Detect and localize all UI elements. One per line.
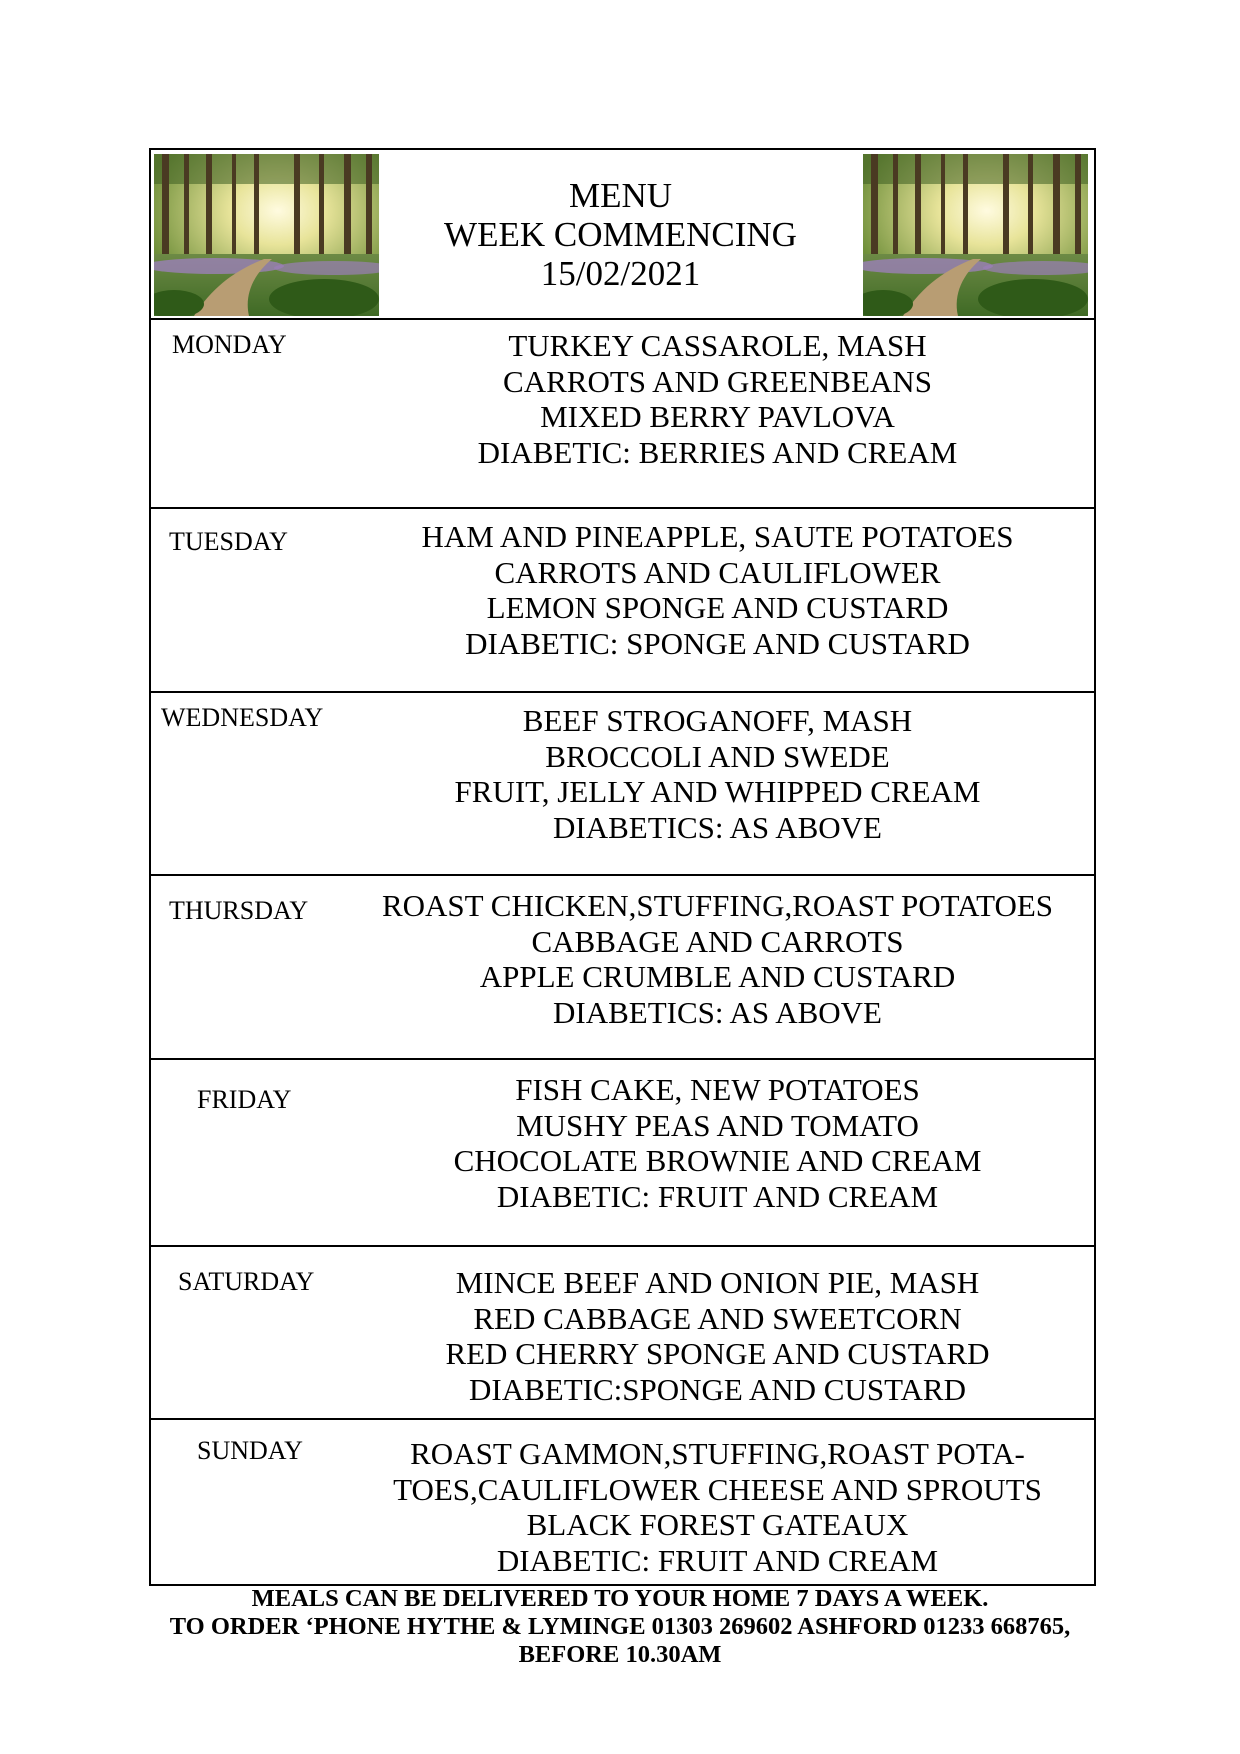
meal-line: DIABETIC: SPONGE AND CUSTARD (465, 625, 970, 661)
menu-title-line: MENU (568, 176, 673, 215)
meal-details (351, 1072, 1084, 1214)
meal-line: DIABETIC: FRUIT AND CREAM (496, 1178, 939, 1214)
day-label: SUNDAY (197, 1436, 303, 1465)
meal-line: CARROTS AND CAULIFLOWER (494, 554, 941, 590)
day-row-friday (151, 1060, 1094, 1247)
meal-line: APPLE CRUMBLE AND CUSTARD (479, 959, 956, 994)
meal-details (351, 888, 1084, 1030)
meal-line: TOES,CAULIFLOWER CHEESE AND SPROUTS (393, 1471, 1042, 1507)
menu-table (149, 148, 1096, 1586)
day-label: THURSDAY (169, 896, 309, 925)
meal-line: CABBAGE AND CARROTS (531, 923, 904, 959)
day-label: WEDNESDAY (161, 703, 324, 732)
meal-line: RED CHERRY SPONGE AND CUSTARD (445, 1336, 990, 1371)
meal-line: DIABETIC: FRUIT AND CREAM (496, 1542, 939, 1578)
meal-details (351, 1436, 1084, 1578)
day-row-monday (151, 320, 1094, 509)
meal-details (351, 1265, 1084, 1407)
day-row-sunday (151, 1420, 1094, 1584)
day-label: MONDAY (172, 330, 287, 359)
meal-line: CHOCOLATE BROWNIE AND CREAM (453, 1143, 982, 1178)
meal-line: MINCE BEEF AND ONION PIE, MASH (455, 1265, 980, 1300)
meal-line: DIABETIC: BERRIES AND CREAM (477, 434, 958, 470)
meal-line: BLACK FOREST GATEAUX (526, 1507, 909, 1542)
meal-line: RED CABBAGE AND SWEETCORN (473, 1300, 962, 1336)
day-label: FRIDAY (197, 1085, 292, 1114)
menu-header (151, 150, 1094, 320)
day-row-thursday (151, 876, 1094, 1060)
forest-image-right (863, 154, 1088, 316)
meal-line: CARROTS AND GREENBEANS (503, 363, 932, 399)
footer-line: TO ORDER ‘PHONE HYTHE & LYMINGE 01303 269602 ASHFORD 01233 668765, (169, 1613, 1071, 1640)
meal-line: DIABETICS: AS ABOVE (553, 994, 882, 1030)
delivery-footer (100, 1585, 1140, 1669)
meal-line: DIABETIC:SPONGE AND CUSTARD (469, 1371, 966, 1407)
week-commencing-label: WEEK COMMENCING (444, 215, 797, 254)
meal-details (351, 519, 1084, 661)
day-row-tuesday (151, 509, 1094, 693)
week-date: 15/02/2021 (540, 254, 701, 293)
day-row-saturday (151, 1247, 1094, 1420)
meal-line: MUSHY PEAS AND TOMATO (516, 1107, 919, 1143)
meal-line: ROAST CHICKEN,STUFFING,ROAST POTATOES (381, 888, 1054, 923)
footer-line: BEFORE 10.30AM (518, 1641, 722, 1668)
menu-title (383, 176, 858, 293)
meal-details (351, 703, 1084, 845)
meal-details (351, 328, 1084, 470)
meal-line: MIXED BERRY PAVLOVA (540, 399, 895, 434)
meal-line: BEEF STROGANOFF, MASH (522, 703, 913, 738)
meal-line: FRUIT, JELLY AND WHIPPED CREAM (454, 774, 981, 809)
meal-line: BROCCOLI AND SWEDE (545, 738, 890, 774)
meal-line: DIABETICS: AS ABOVE (553, 809, 882, 845)
day-label: SATURDAY (178, 1267, 315, 1296)
day-row-wednesday (151, 693, 1094, 876)
meal-line: LEMON SPONGE AND CUSTARD (486, 590, 949, 625)
meal-line: HAM AND PINEAPPLE, SAUTE POTATOES (421, 519, 1014, 554)
meal-line: ROAST GAMMON,STUFFING,ROAST POTA- (410, 1436, 1025, 1471)
meal-line: TURKEY CASSAROLE, MASH (508, 328, 927, 363)
footer-line: MEALS CAN BE DELIVERED TO YOUR HOME 7 DAYS A WEEK. (251, 1585, 989, 1612)
forest-image-left (154, 154, 379, 316)
meal-line: FISH CAKE, NEW POTATOES (515, 1072, 920, 1107)
day-label: TUESDAY (169, 527, 288, 556)
